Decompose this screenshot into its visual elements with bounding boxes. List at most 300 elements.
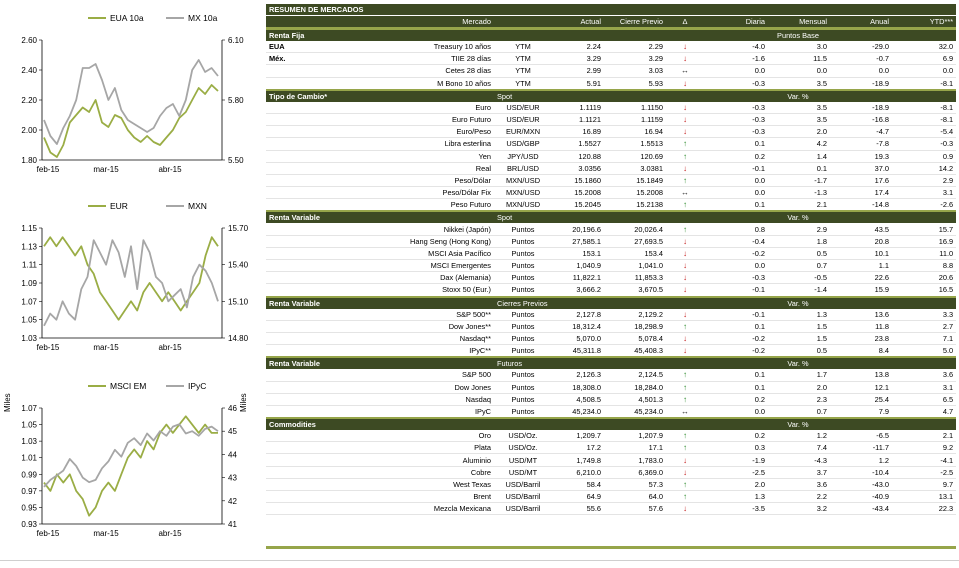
section-sublabel [494, 29, 666, 42]
section-sublabel: Futuros [494, 357, 666, 369]
right-tick-label: 15.40 [228, 260, 249, 270]
row-monthly: 0.7 [768, 260, 830, 272]
table-row [266, 41, 956, 53]
row-name: Nasdaq** [300, 332, 494, 344]
row-prev: 57.6 [604, 503, 666, 515]
row-prev: 15.1849 [604, 174, 666, 186]
col-header-diaria: Diaria [704, 16, 768, 29]
row-prev: 20,026.4 [604, 223, 666, 235]
section-unit: Var. % [704, 418, 892, 430]
row-annual: 1.2 [830, 454, 892, 466]
down-arrow-icon: ↓ [666, 162, 704, 174]
row-monthly: 1.4 [768, 150, 830, 162]
col-header-blank [266, 16, 300, 29]
row-prev: 153.4 [604, 247, 666, 259]
row-monthly: 3.7 [768, 466, 830, 478]
down-arrow-icon: ↓ [666, 332, 704, 344]
row-region [266, 466, 300, 478]
row-monthly: 0.5 [768, 345, 830, 358]
up-arrow-icon: ↑ [666, 381, 704, 393]
section-spacer [666, 297, 704, 309]
row-name: S&P 500 [300, 369, 494, 381]
table-row [266, 309, 956, 321]
row-monthly: 0.0 [768, 65, 830, 77]
right-tick-label: 5.80 [228, 96, 244, 105]
row-ytd: 22.3 [892, 503, 956, 515]
row-ytd: -2.5 [892, 466, 956, 478]
row-name: Treasury 10 años [300, 41, 494, 53]
row-region [266, 430, 300, 442]
table-row [266, 466, 956, 478]
row-annual: 12.1 [830, 381, 892, 393]
row-annual: 20.8 [830, 235, 892, 247]
down-arrow-icon: ↓ [666, 503, 704, 515]
market-table [266, 4, 956, 515]
row-name: Cobre [300, 466, 494, 478]
row-region [266, 454, 300, 466]
left-tick-label: 2.40 [21, 66, 37, 75]
table-row [266, 381, 956, 393]
row-region [266, 442, 300, 454]
row-unit: Puntos [494, 369, 552, 381]
row-annual: -10.4 [830, 466, 892, 478]
row-daily: -0.1 [704, 162, 768, 174]
row-actual: 4,508.5 [552, 393, 604, 405]
row-ytd: -2.6 [892, 199, 956, 212]
left-tick-label: 0.93 [21, 520, 37, 529]
chart-equities [0, 372, 262, 544]
row-prev: 2,129.2 [604, 309, 666, 321]
row-region [266, 150, 300, 162]
row-region [266, 65, 300, 77]
row-region [266, 272, 300, 284]
row-unit: Puntos [494, 393, 552, 405]
table-row [266, 320, 956, 332]
table-row [266, 442, 956, 454]
row-unit: Puntos [494, 223, 552, 235]
right-axis-label: Miles [239, 393, 248, 412]
legend-label-0: EUA 10a [110, 13, 144, 23]
row-annual: 10.1 [830, 247, 892, 259]
row-prev: 18,298.9 [604, 320, 666, 332]
row-daily: -0.3 [704, 272, 768, 284]
row-monthly: 1.2 [768, 430, 830, 442]
row-unit: USD/EUR [494, 102, 552, 114]
chart-bond-yields-svg [0, 4, 262, 180]
row-monthly: 1.5 [768, 320, 830, 332]
row-monthly: 3.6 [768, 478, 830, 490]
section-header-1 [266, 90, 956, 102]
down-arrow-icon: ↓ [666, 235, 704, 247]
table-title: RESUMEN DE MERCADOS [266, 4, 956, 16]
row-region [266, 235, 300, 247]
row-monthly: 2.1 [768, 199, 830, 212]
row-prev: 3.0381 [604, 162, 666, 174]
row-monthly: 2.0 [768, 381, 830, 393]
row-prev: 2.29 [604, 41, 666, 53]
up-arrow-icon: ↑ [666, 430, 704, 442]
section-spacer-end [892, 211, 956, 223]
row-daily: -0.2 [704, 247, 768, 259]
x-tick-label: mar-15 [93, 343, 119, 352]
row-unit: Puntos [494, 320, 552, 332]
row-unit: Puntos [494, 345, 552, 358]
row-monthly: 3.5 [768, 77, 830, 90]
row-name: Nikkei (Japón) [300, 223, 494, 235]
right-tick-label: 15.10 [228, 297, 249, 307]
table-row [266, 345, 956, 358]
table-row [266, 199, 956, 212]
right-tick-label: 46 [228, 404, 237, 413]
row-ytd: 11.0 [892, 247, 956, 259]
table-row [266, 491, 956, 503]
row-monthly: 0.5 [768, 247, 830, 259]
down-arrow-icon: ↓ [666, 454, 704, 466]
right-tick-label: 5.50 [228, 156, 244, 165]
section-label: Tipo de Cambio* [266, 90, 494, 102]
x-tick-label: abr-15 [158, 343, 182, 352]
section-sublabel [494, 418, 666, 430]
right-tick-label: 44 [228, 450, 237, 460]
row-annual: 13.6 [830, 309, 892, 321]
row-unit: USD/Barril [494, 503, 552, 515]
table-row [266, 247, 956, 259]
row-monthly: 1.7 [768, 369, 830, 381]
left-tick-label: 1.07 [21, 297, 37, 307]
up-arrow-icon: ↑ [666, 138, 704, 150]
row-daily: -0.3 [704, 102, 768, 114]
row-ytd: 8.8 [892, 260, 956, 272]
row-actual: 18,312.4 [552, 320, 604, 332]
row-actual: 2.99 [552, 65, 604, 77]
left-tick-label: 1.05 [21, 315, 37, 325]
table-row [266, 430, 956, 442]
row-annual: -6.5 [830, 430, 892, 442]
row-name: Hang Seng (Hong Kong) [300, 235, 494, 247]
chart-equities-svg [0, 372, 262, 544]
section-header-4 [266, 357, 956, 369]
table-row [266, 77, 956, 90]
legend-label-1: MXN [188, 201, 207, 211]
row-daily: -0.4 [704, 235, 768, 247]
row-annual: -11.7 [830, 442, 892, 454]
row-ytd: 2.9 [892, 174, 956, 186]
row-actual: 15.2008 [552, 187, 604, 199]
col-header-mercado: Mercado [300, 16, 494, 29]
row-actual: 3,666.2 [552, 284, 604, 297]
row-actual: 153.1 [552, 247, 604, 259]
col-header-mensual: Mensual [768, 16, 830, 29]
row-actual: 5.91 [552, 77, 604, 90]
row-name: Dow Jones** [300, 320, 494, 332]
up-arrow-icon: ↑ [666, 223, 704, 235]
row-prev: 45,408.3 [604, 345, 666, 358]
up-arrow-icon: ↑ [666, 393, 704, 405]
section-label: Renta Variable [266, 211, 494, 223]
row-name: Peso Futuro [300, 199, 494, 212]
col-header-unit [494, 16, 552, 29]
up-arrow-icon: ↑ [666, 491, 704, 503]
row-actual: 64.9 [552, 491, 604, 503]
table-row [266, 162, 956, 174]
row-region [266, 503, 300, 515]
row-monthly: 1.5 [768, 332, 830, 344]
row-actual: 45,311.8 [552, 345, 604, 358]
row-daily: -1.6 [704, 53, 768, 65]
section-spacer [666, 211, 704, 223]
row-daily: -0.3 [704, 77, 768, 90]
legend-label-1: IPyC [188, 381, 207, 391]
row-ytd: -4.1 [892, 454, 956, 466]
chart-bond-yields [0, 4, 262, 180]
row-region [266, 138, 300, 150]
row-unit: USD/MT [494, 454, 552, 466]
left-tick-label: 2.00 [21, 126, 37, 135]
row-prev: 17.1 [604, 442, 666, 454]
left-tick-label: 0.99 [21, 470, 37, 480]
row-unit: USD/GBP [494, 138, 552, 150]
section-header-5 [266, 418, 956, 430]
col-header-anual: Anual [830, 16, 892, 29]
row-prev: 3.29 [604, 53, 666, 65]
down-arrow-icon: ↓ [666, 126, 704, 138]
row-annual: -18.9 [830, 102, 892, 114]
row-monthly: 0.7 [768, 405, 830, 418]
x-tick-label: mar-15 [93, 165, 119, 174]
row-annual: 0.0 [830, 65, 892, 77]
row-annual: 13.8 [830, 369, 892, 381]
row-actual: 1,749.8 [552, 454, 604, 466]
row-region [266, 260, 300, 272]
row-unit: JPY/USD [494, 150, 552, 162]
section-spacer [666, 357, 704, 369]
table-row [266, 260, 956, 272]
x-tick-label: abr-15 [158, 529, 182, 538]
row-actual: 3.29 [552, 53, 604, 65]
table-row [266, 113, 956, 125]
row-prev: 64.0 [604, 491, 666, 503]
row-name: Cetes 28 días [300, 65, 494, 77]
row-prev: 57.3 [604, 478, 666, 490]
up-arrow-icon: ↑ [666, 442, 704, 454]
row-actual: 1.1121 [552, 113, 604, 125]
row-name: S&P 500** [300, 309, 494, 321]
x-tick-label: feb-15 [36, 165, 60, 174]
row-annual: -7.8 [830, 138, 892, 150]
row-name: Nasdaq [300, 393, 494, 405]
row-monthly: 2.0 [768, 126, 830, 138]
row-annual: -16.8 [830, 113, 892, 125]
row-ytd: 14.2 [892, 162, 956, 174]
row-name: IPyC [300, 405, 494, 418]
section-sublabel: Spot [494, 211, 666, 223]
row-daily: -0.2 [704, 332, 768, 344]
table-row [266, 393, 956, 405]
up-arrow-icon: ↑ [666, 369, 704, 381]
col-header-prev: Cierre Previo [604, 16, 666, 29]
row-annual: -43.4 [830, 503, 892, 515]
row-name: Brent [300, 491, 494, 503]
x-tick-label: abr-15 [158, 165, 182, 174]
down-arrow-icon: ↓ [666, 113, 704, 125]
section-header-3 [266, 297, 956, 309]
row-actual: 2,126.3 [552, 369, 604, 381]
left-tick-label: 1.15 [21, 224, 37, 233]
section-spacer-end [892, 297, 956, 309]
row-prev: 16.94 [604, 126, 666, 138]
row-actual: 55.6 [552, 503, 604, 515]
row-annual: -43.0 [830, 478, 892, 490]
row-annual: 8.4 [830, 345, 892, 358]
row-actual: 27,585.1 [552, 235, 604, 247]
row-unit: Puntos [494, 247, 552, 259]
row-annual: 25.4 [830, 393, 892, 405]
row-region [266, 77, 300, 90]
market-summary [266, 4, 956, 515]
row-prev: 3.03 [604, 65, 666, 77]
table-row [266, 102, 956, 114]
row-daily: -1.9 [704, 454, 768, 466]
charts-panel [0, 0, 262, 568]
row-annual: -14.8 [830, 199, 892, 212]
row-name: Real [300, 162, 494, 174]
table-row [266, 454, 956, 466]
row-region [266, 102, 300, 114]
row-region: Méx. [266, 53, 300, 65]
row-region [266, 381, 300, 393]
row-name: Yen [300, 150, 494, 162]
row-region [266, 478, 300, 490]
row-unit: YTM [494, 41, 552, 53]
row-ytd: -5.4 [892, 126, 956, 138]
left-tick-label: 1.11 [22, 260, 37, 270]
row-daily: -0.1 [704, 309, 768, 321]
row-annual: 15.9 [830, 284, 892, 297]
row-monthly: 1.8 [768, 235, 830, 247]
row-unit: YTM [494, 53, 552, 65]
row-monthly: -1.4 [768, 284, 830, 297]
legend-label-1: MX 10a [188, 13, 218, 23]
down-arrow-icon: ↓ [666, 260, 704, 272]
row-actual: 15.1860 [552, 174, 604, 186]
table-row [266, 272, 956, 284]
row-daily: -4.0 [704, 41, 768, 53]
row-prev: 5,078.4 [604, 332, 666, 344]
row-unit: USD/EUR [494, 113, 552, 125]
left-tick-label: 1.80 [21, 156, 37, 165]
row-monthly: 2.9 [768, 223, 830, 235]
row-annual: 11.8 [830, 320, 892, 332]
row-ytd: -0.3 [892, 138, 956, 150]
left-axis-label: Miles [3, 393, 12, 412]
row-daily: -0.2 [704, 345, 768, 358]
table-row [266, 150, 956, 162]
row-region [266, 320, 300, 332]
row-actual: 45,234.0 [552, 405, 604, 418]
left-tick-label: 2.60 [21, 36, 37, 45]
row-name: Libra esterlina [300, 138, 494, 150]
row-name: Euro/Peso [300, 126, 494, 138]
row-ytd: 3.1 [892, 381, 956, 393]
row-ytd: 2.1 [892, 430, 956, 442]
row-annual: 7.9 [830, 405, 892, 418]
up-arrow-icon: ↑ [666, 320, 704, 332]
row-ytd: -8.1 [892, 77, 956, 90]
row-daily: 1.3 [704, 491, 768, 503]
row-actual: 20,196.6 [552, 223, 604, 235]
section-spacer-end [892, 29, 956, 42]
row-unit: Puntos [494, 405, 552, 418]
left-tick-label: 1.01 [21, 453, 37, 463]
row-prev: 3,670.5 [604, 284, 666, 297]
row-monthly: 2.2 [768, 491, 830, 503]
row-name: West Texas [300, 478, 494, 490]
row-daily: 0.0 [704, 174, 768, 186]
row-unit: MXN/USD [494, 187, 552, 199]
table-footer-rule [266, 546, 956, 549]
col-header-ytd: YTD*** [892, 16, 956, 29]
row-name: Aluminio [300, 454, 494, 466]
row-monthly: 3.5 [768, 102, 830, 114]
row-annual: -40.9 [830, 491, 892, 503]
down-arrow-icon: ↓ [666, 284, 704, 297]
row-monthly: -0.5 [768, 272, 830, 284]
row-monthly: 11.5 [768, 53, 830, 65]
row-region: EUA [266, 41, 300, 53]
row-monthly: 1.3 [768, 309, 830, 321]
row-monthly: -1.3 [768, 187, 830, 199]
row-monthly: 2.3 [768, 393, 830, 405]
row-ytd: 0.0 [892, 65, 956, 77]
row-region [266, 247, 300, 259]
row-ytd: 7.1 [892, 332, 956, 344]
row-unit: Puntos [494, 381, 552, 393]
row-actual: 16.89 [552, 126, 604, 138]
row-unit: USD/MT [494, 466, 552, 478]
row-annual: 17.4 [830, 187, 892, 199]
right-tick-label: 45 [228, 427, 237, 437]
left-tick-label: 1.13 [21, 242, 37, 252]
legend-label-0: MSCI EM [110, 381, 147, 391]
row-name: Euro Futuro [300, 113, 494, 125]
row-daily: 0.2 [704, 150, 768, 162]
row-prev: 15.2008 [604, 187, 666, 199]
row-monthly: 3.5 [768, 113, 830, 125]
row-prev: 2,124.5 [604, 369, 666, 381]
table-row [266, 53, 956, 65]
row-annual: 19.3 [830, 150, 892, 162]
row-region [266, 405, 300, 418]
row-annual: -0.7 [830, 53, 892, 65]
left-tick-label: 0.95 [21, 503, 37, 513]
row-unit: MXN/USD [494, 174, 552, 186]
section-spacer-end [892, 357, 956, 369]
row-monthly: 3.2 [768, 503, 830, 515]
row-daily: 0.0 [704, 260, 768, 272]
chart-fx-svg [0, 192, 262, 358]
row-actual: 3.0356 [552, 162, 604, 174]
col-header-delta: Δ [666, 16, 704, 29]
table-row [266, 332, 956, 344]
row-monthly: -4.3 [768, 454, 830, 466]
table-row [266, 478, 956, 490]
table-row [266, 138, 956, 150]
section-label: Renta Variable [266, 297, 494, 309]
up-arrow-icon: ↑ [666, 478, 704, 490]
row-daily: 0.1 [704, 199, 768, 212]
left-tick-label: 1.09 [21, 279, 37, 288]
row-actual: 2.24 [552, 41, 604, 53]
